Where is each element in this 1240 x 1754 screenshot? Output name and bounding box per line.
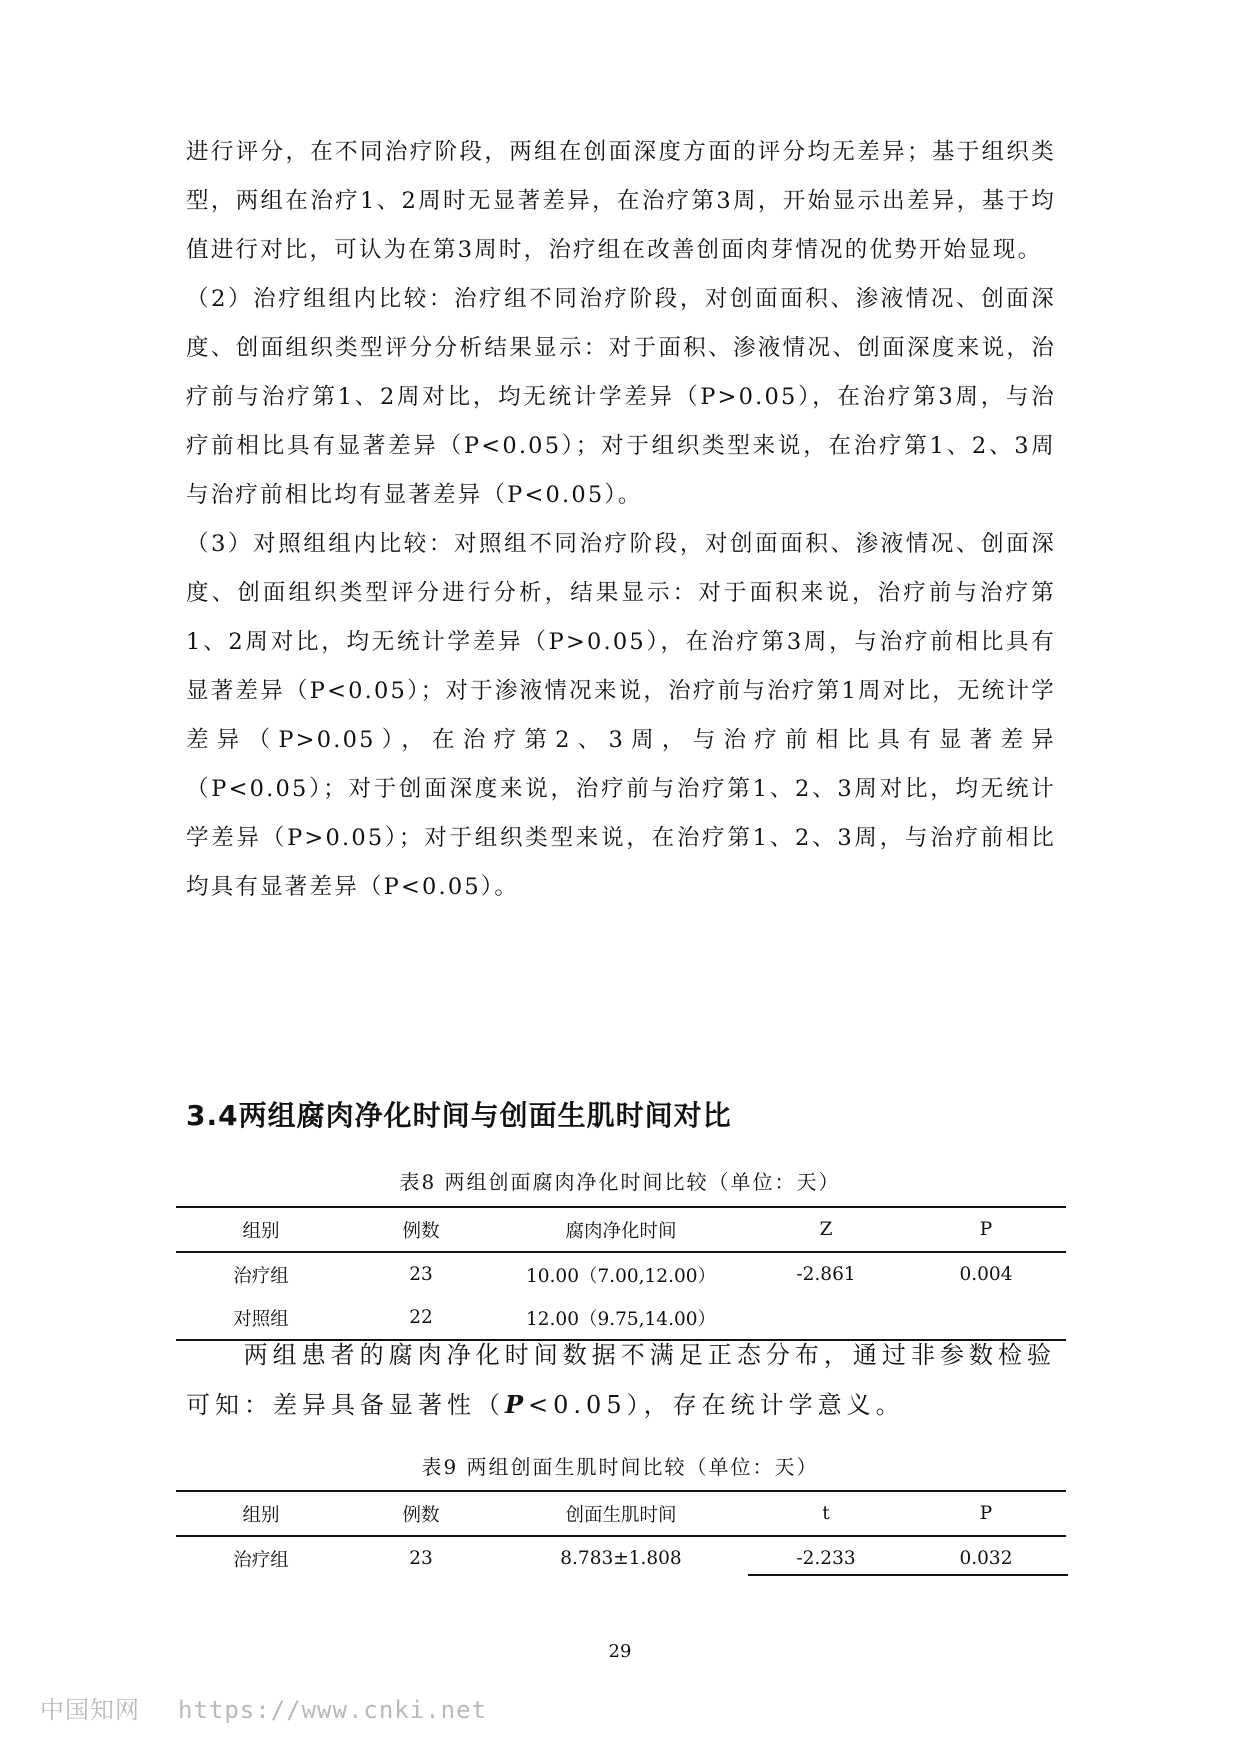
- conclusion-paragraph: [186, 1330, 1056, 1430]
- table9-cell: -2.233: [796, 1548, 856, 1569]
- table8-cell: 治疗组: [233, 1265, 289, 1287]
- body-text: [186, 128, 1056, 912]
- table8-header-p: P: [906, 1207, 1066, 1252]
- paragraph-1: 进行评分，在不同治疗阶段，两组在创面深度方面的评分均无差异；基于组织类型，两组在治疗1、2周时无显著差异，在治疗第3周，开始显示出差异，基于均值进行对比，可认为在第3周时，治疗组在改善创面肉芽情况的优势开始显现。: [186, 139, 1056, 263]
- table9-header-t: t: [746, 1491, 906, 1536]
- table9-header-row: [176, 1491, 1066, 1536]
- table8-cell: 12.00（9.75,14.00）: [496, 1296, 746, 1340]
- table8-cell: 22: [346, 1296, 496, 1340]
- p-symbol: P: [505, 1390, 529, 1419]
- table-row: [176, 1252, 1066, 1296]
- table8-cell: 23: [409, 1264, 433, 1285]
- watermark-url: https://www.cnki.net: [178, 1696, 487, 1724]
- table8-cell: 0.004: [959, 1264, 1013, 1285]
- table8-header-z: Z: [746, 1207, 906, 1252]
- table9-header-time: 创面生肌时间: [496, 1491, 746, 1536]
- table9-header-group: 组别: [176, 1491, 346, 1536]
- conclusion-text-after: <0.05），存在统计学意义。: [528, 1391, 905, 1419]
- conclusion-text-before: 两组患者的腐肉净化时间数据不满足正态分布，通过非参数检验可知：差异具备显著性（: [186, 1341, 1056, 1419]
- paragraph-2: （2）治疗组组内比较：治疗组不同治疗阶段，对创面面积、渗液情况、创面深度、创面组织类型评分分析结果显示：对于面积、渗液情况、创面深度来说，治疗前与治疗第1、2周对比，均无统计学差异（P>0.05），在治疗第3周，与治疗前相比具有显著差异（P<0.05）；对于组织类型来说，在治疗第1、2、3周与治疗前相比均有显著差异（P<0.05）。: [186, 286, 1056, 508]
- table8-header-count: 例数: [346, 1207, 496, 1252]
- table8-cell: 对照组: [176, 1296, 346, 1340]
- table9-cell: 8.783±1.808: [560, 1548, 682, 1569]
- page-number: 29: [608, 1641, 632, 1662]
- table8-cell: -2.861: [796, 1264, 856, 1285]
- watermark-site-name: 中国知网: [40, 1696, 140, 1724]
- table8-header-group: 组别: [176, 1207, 346, 1252]
- table9: [176, 1490, 1066, 1580]
- table9-cell: 治疗组: [233, 1549, 289, 1571]
- table9-bottom-rule: [748, 1574, 1068, 1576]
- table8-conclusion: [186, 1330, 1056, 1430]
- table8-caption: 表8 两组创面腐肉净化时间比较（单位：天）: [399, 1170, 841, 1194]
- table9-cell: 0.032: [959, 1548, 1013, 1569]
- table9-cell: 23: [409, 1548, 433, 1569]
- table8-header-time: 腐肉净化时间: [496, 1207, 746, 1252]
- table8: [176, 1206, 1066, 1341]
- table8-cell: 10.00（7.00,12.00）: [526, 1265, 716, 1287]
- table8-header-row: [176, 1207, 1066, 1252]
- section-heading: 3.4两组腐肉净化时间与创面生肌时间对比: [186, 1099, 732, 1132]
- table9-header-p: P: [906, 1491, 1066, 1536]
- table9-header-count: 例数: [346, 1491, 496, 1536]
- cnki-watermark: [40, 1690, 487, 1725]
- table9-caption: 表9 两组创面生肌时间比较（单位：天）: [421, 1455, 819, 1479]
- paragraph-3: （3）对照组组内比较：对照组不同治疗阶段，对创面面积、渗液情况、创面深度、创面组织类型评分进行分析，结果显示：对于面积来说，治疗前与治疗第1、2周对比，均无统计学差异（P>0.05），在治疗第3周，与治疗前相比具有显著差异（P<0.05）；对于渗液情况来说，治疗前与治疗第1周对比，无统计学差异（P>0.05），在治疗第2、3周，与治疗前相比具有显著差异（P<0.05）；对于创面深度来说，治疗前与治疗第1、2、3周对比，均无统计学差异（P>0.05）；对于组织类型来说，在治疗第1、2、3周，与治疗前相比均具有显著差异（P<0.05）。: [186, 531, 1056, 900]
